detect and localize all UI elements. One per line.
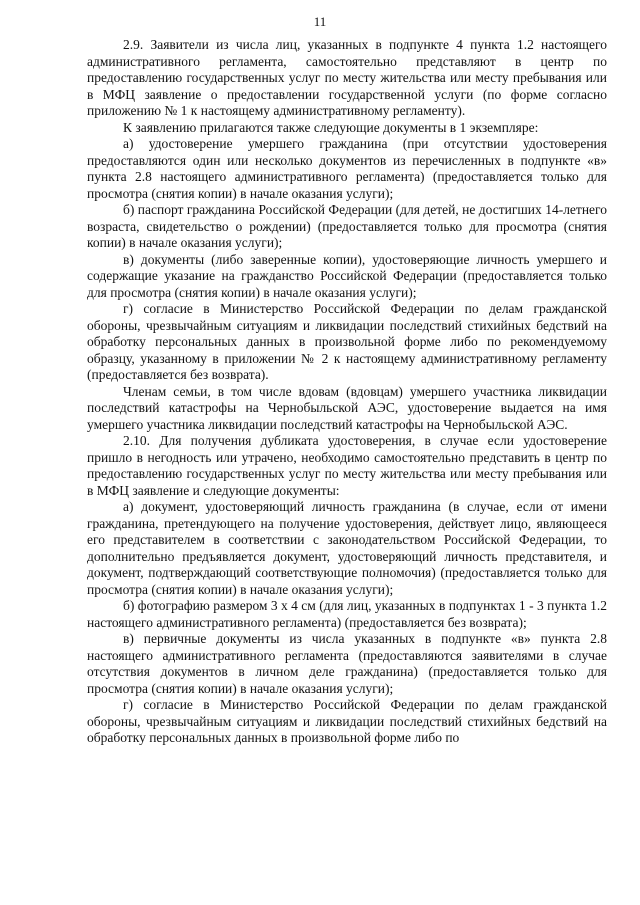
paragraph-item-a: а) удостоверение умершего гражданина (при отсутствии удостоверения предоставляются один или несколько документов из перечисленных в подпункте «в» пункта 2.8 настоящего административного регламента) (предоставляется только для просмотра (снятия копии) в начале оказания услуги); (87, 136, 607, 201)
document-body (87, 37, 607, 747)
paragraph-item-v: в) документы (либо заверенные копии), удостоверяющие личность умершего и содержащие указание на гражданство Российской Федерации (предоставляется только для просмотра (снятия копии) в начале оказания услуги); (87, 251, 607, 300)
paragraph-item-g: г) согласие в Министерство Российской Федерации по делам гражданской обороны, чрезвычайным ситуациям и ликвидации последствий стихийных бедствий на обработку персональных данных в произвольной форме либо по рекомендуемому образцу, указанному в приложении № 2 к настоящему административному регламенту (предоставляется без возврата). (87, 301, 607, 382)
paragraph-attachments-intro: К заявлению прилагаются также следующие документы в 1 экземпляре: (123, 119, 539, 135)
paragraph-family-members: Членам семьи, в том числе вдовам (вдовцам) умершего участника ликвидации последствий катастрофы на Чернобыльской АЭС, удостоверение выдается на имя умершего участника ликвидации последствий катастрофы на Чернобыльской АЭС. (87, 383, 607, 432)
paragraph-dup-item-v: в) первичные документы из числа указанных в подпункте «в» пункта 2.8 настоящего административного регламента (предоставляются заявителями в случае отсутствия документов в личном деле гражданина) (предоставляется только для просмотра (снятия копии) в начале оказания услуги); (87, 631, 607, 696)
paragraph-dup-item-g: г) согласие в Министерство Российской Федерации по делам гражданской обороны, чрезвычайным ситуациям и ликвидации последствий стихийных бедствий на обработку персональных данных в произвольной форме либо по (87, 697, 607, 745)
paragraph-dup-item-a: а) документ, удостоверяющий личность гражданина (в случае, если от имени гражданина, претендующего на получение удостоверения, действует лицо, являющееся его представителем в соответствии с законодательством Российской Федерации, то дополнительно предъявляется документ, удостоверяющий личность представителя, и документ, подтверждающий соответствующие полномочия) (предоставляется только для просмотра (снятия копии) в начале оказания услуги); (87, 499, 607, 597)
paragraph-2-9: 2.9. Заявители из числа лиц, указанных в подпункте 4 пункта 1.2 настоящего административного регламента, самостоятельно представляют в центр по предоставлению государственных услуг по месту жительства или месту пребывания или в МФЦ заявление о предоставлении государственной услуги (по форме согласно приложению № 1 к настоящему административному регламенту). (87, 37, 607, 118)
page-number: 11 (313, 14, 327, 29)
paragraph-2-10: 2.10. Для получения дубликата удостоверения, в случае если удостоверение пришло в негодность или утрачено, необходимо самостоятельно представить в центр по предоставлению государственных услуг по месту жительства или месту пребывания или в МФЦ заявление и следующие документы: (87, 433, 607, 498)
paragraph-item-b: б) паспорт гражданина Российской Федерации (для детей, не достигших 14-летнего возраста, свидетельство о рождении) (предоставляется только для просмотра (снятия копии) в начале оказания услуги); (87, 202, 607, 250)
paragraph-dup-item-b: б) фотографию размером 3 х 4 см (для лиц, указанных в подпунктах 1 - 3 пункта 1.2 настоящего административного регламента) (предоставляется без возврата); (87, 598, 607, 630)
